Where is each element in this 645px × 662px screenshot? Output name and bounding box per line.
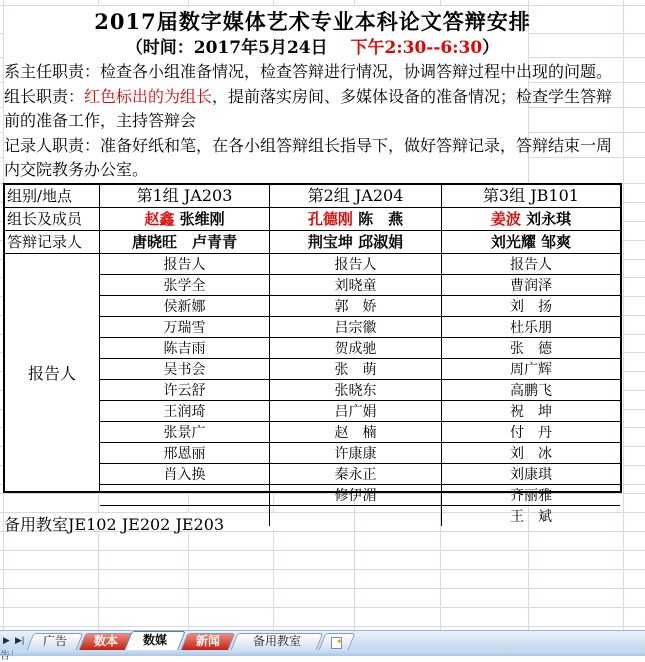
duty-line: [4, 134, 613, 159]
sheet-tab-数媒[interactable]: [128, 631, 182, 650]
group-member-name: 张维刚: [174, 210, 225, 228]
status-strip: [0, 650, 645, 662]
presenter-cell[interactable]: 邢恩丽: [100, 443, 270, 463]
presenter-cell[interactable]: 杜乐朋: [510, 320, 552, 336]
row-label-group-location[interactable]: 组别/地点: [5, 185, 100, 207]
presenter-cell[interactable]: 曹润泽: [510, 278, 552, 294]
presenter-row: [100, 380, 620, 401]
presenter-cell[interactable]: 郭 娇: [270, 296, 442, 316]
sheet-tab-label: 备用教室: [252, 634, 301, 648]
gridline-horizontal: [0, 626, 645, 627]
presenter-cell[interactable]: 贺成驰: [270, 338, 442, 358]
subtitle-time: 下午2:30--6:30: [350, 38, 483, 58]
presenter-cell[interactable]: 付 丹: [510, 425, 552, 441]
sheet-tab-label: 新闻: [195, 634, 220, 648]
group1-leader-cell[interactable]: [100, 208, 270, 230]
duty-line: [4, 158, 528, 183]
sheet-tab-新闻[interactable]: [184, 633, 232, 650]
sheet-tab-bar: [0, 630, 645, 650]
duty-text: ，提前落实房间、多媒体设备的准备情况；检查学生答辩: [212, 86, 613, 106]
duty-line: [4, 109, 528, 134]
presenter-cell[interactable]: 刘 扬: [510, 299, 552, 315]
gridline-horizontal: [0, 588, 645, 589]
presenter-cell[interactable]: 报告人: [270, 254, 442, 274]
presenter-cell[interactable]: 报告人: [510, 257, 552, 273]
presenter-cell[interactable]: 万瑞雪: [100, 317, 270, 337]
presenter-cell[interactable]: 赵 楠: [270, 422, 442, 442]
presenter-cell[interactable]: 刘 冰: [510, 446, 552, 462]
gridline-horizontal: [0, 550, 645, 551]
presenter-cell[interactable]: 许云舒: [100, 380, 270, 400]
presenter-cell[interactable]: 祝 坤: [510, 404, 552, 420]
gridline-horizontal: [0, 569, 645, 570]
subtitle-close-paren: ）: [482, 38, 500, 58]
insert-worksheet-tab[interactable]: [322, 633, 352, 650]
group2-leader-cell[interactable]: [270, 208, 442, 230]
duty-line: [4, 60, 613, 85]
group-leader-name: 姜波: [490, 210, 521, 228]
presenter-cell[interactable]: 陈吉雨: [100, 338, 270, 358]
presenter-cell[interactable]: [270, 506, 442, 526]
presenter-cell[interactable]: 张景广: [100, 422, 270, 442]
duty-line: [4, 85, 613, 110]
insert-worksheet-icon: [331, 637, 342, 649]
duty-text: 前的准备工作，主持答辩会: [4, 111, 197, 131]
presenter-cell[interactable]: 刘晓童: [270, 275, 442, 295]
document-title: 2017届数字媒体艺术专业本科论文答辩安排: [94, 9, 531, 34]
duties-text-block: [4, 60, 613, 183]
table-row-leaders-members: [5, 208, 620, 231]
sheet-tab-备用教室[interactable]: [234, 633, 320, 650]
sheet-tab-数本[interactable]: [82, 633, 130, 650]
group2-recorders-cell[interactable]: 荆宝坤 邱淑娟: [270, 231, 442, 253]
sheet-tab-label: 数媒: [142, 633, 167, 647]
presenter-cell[interactable]: 秦永正: [270, 464, 442, 484]
group1-recorders-cell[interactable]: 唐晓旺 卢青青: [100, 231, 270, 253]
presenter-row: [100, 464, 620, 485]
presenter-row: [100, 338, 620, 359]
tab-scroll-next-button[interactable]: ▶: [3, 635, 10, 645]
group-member-name: 刘永琪: [520, 210, 572, 228]
presenter-row: [100, 485, 620, 506]
duty-text-red: 红色标出的为组长: [84, 86, 213, 106]
presenter-cell[interactable]: 王润琦: [100, 401, 270, 421]
presenter-cell[interactable]: 吴书会: [100, 359, 270, 379]
duty-text: 记录人职责：准备好纸和笔，在各小组答辩组长指导下，做好答辩记录，答辩结束一周: [4, 135, 613, 155]
row-label-presenters[interactable]: 报告人: [5, 254, 100, 491]
subtitle-date: （时间：2017年5月24日: [125, 38, 351, 58]
backup-classrooms-note[interactable]: 备用教室JE102 JE202 JE203: [4, 515, 225, 534]
presenter-cell[interactable]: 许康康: [270, 443, 442, 463]
presenter-cell[interactable]: 张学全: [100, 275, 270, 295]
presenter-row: [100, 275, 620, 296]
group-leader-name: 赵鑫: [144, 210, 175, 228]
status-text-fragment: 告: [0, 651, 10, 662]
presenter-cell[interactable]: 刘康琪: [510, 467, 552, 483]
status-separator: [12, 650, 13, 656]
presenter-cell[interactable]: 周广辉: [510, 362, 552, 378]
presenter-cell[interactable]: 王 斌: [510, 509, 552, 525]
sheet-tab-label: 广告: [42, 634, 67, 648]
presenter-row: [100, 401, 620, 422]
presenter-cell[interactable]: 报告人: [100, 254, 270, 274]
presenter-cell[interactable]: 侯新娜: [100, 296, 270, 316]
group-leader-name: 孔德刚: [307, 210, 353, 228]
duty-text: 组长职责：: [4, 86, 85, 106]
group3-name-cell[interactable]: 第3组 JB101: [483, 186, 579, 205]
table-row-recorders: [5, 231, 620, 254]
group3-leader-cell[interactable]: [442, 208, 620, 230]
presenter-cell[interactable]: 修伊湄: [270, 485, 442, 505]
presenter-cell[interactable]: 张晓东: [270, 380, 442, 400]
presenter-cell[interactable]: 张 萌: [270, 359, 442, 379]
sheet-tab-广告[interactable]: [30, 633, 80, 650]
table-row-group-location: [5, 185, 620, 208]
presenter-cell[interactable]: 吕宗徽: [270, 317, 442, 337]
sheet-tab-label: 数本: [93, 634, 118, 648]
presenter-row: [100, 296, 620, 317]
presenter-cell[interactable]: 吕广娟: [270, 401, 442, 421]
group3-recorders-cell[interactable]: 刘光耀 邹爽: [490, 233, 572, 251]
presenter-cell[interactable]: 肖入换: [100, 464, 270, 484]
group-member-name: 陈 燕: [352, 210, 404, 228]
document-subtitle: [3, 33, 622, 58]
presenter-row: [100, 422, 620, 443]
presenter-row: [100, 443, 620, 464]
tab-scroll-last-button[interactable]: ▶|: [15, 635, 25, 645]
presenter-cell[interactable]: 齐丽雅: [510, 488, 552, 504]
duty-text: 内交院教务办公室。: [4, 160, 149, 180]
group2-name-cell[interactable]: 第2组 JA204: [270, 185, 442, 207]
presenter-cell[interactable]: 张 德: [510, 341, 552, 357]
presenter-row: [100, 359, 620, 380]
presenters-rows: [100, 254, 620, 525]
presenter-row: [100, 254, 620, 275]
duty-text: 系主任职责：检查各小组准备情况，检查答辩进行情况，协调答辩过程中出现的问题。: [4, 62, 613, 81]
presenter-cell[interactable]: 高鹏飞: [510, 383, 552, 399]
presenter-cell[interactable]: [100, 485, 270, 505]
insert-worksheet-star-icon: ✦: [336, 637, 343, 646]
presenter-row: [100, 317, 620, 338]
gridline-horizontal: [0, 607, 645, 608]
row-label-leaders-members[interactable]: 组长及成员: [5, 208, 100, 230]
row-label-recorders[interactable]: 答辩记录人: [5, 231, 100, 253]
group1-name-cell[interactable]: 第1组 JA203: [100, 185, 270, 207]
